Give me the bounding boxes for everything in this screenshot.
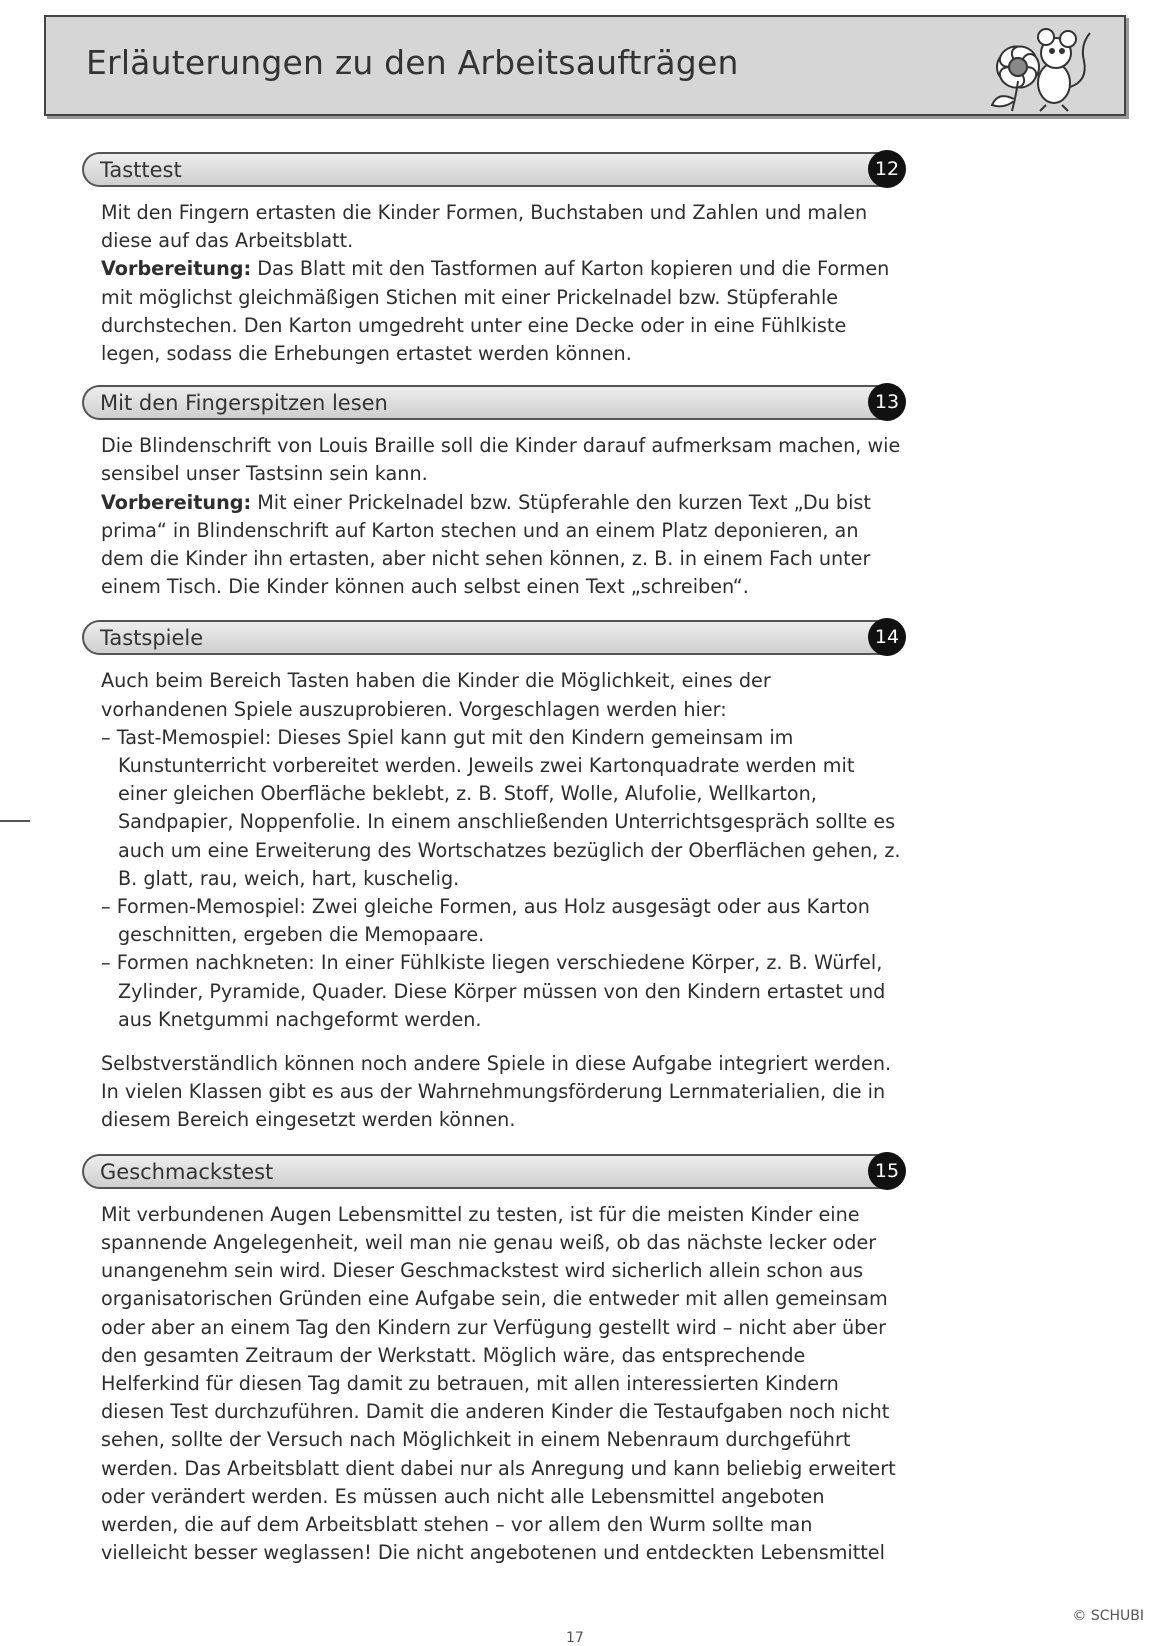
mouse-with-flower-icon bbox=[976, 21, 1096, 113]
preparation-label: Vorbereitung: bbox=[101, 490, 252, 514]
section-number-badge: 15 bbox=[868, 1152, 906, 1190]
list-item: – Formen-Memospiel: Zwei gleiche Formen, aus Holz ausgesägt oder aus Karton geschnitten, ergeben die Memopaare. bbox=[101, 895, 870, 947]
section-number-badge: 12 bbox=[868, 150, 906, 188]
content-area bbox=[82, 152, 902, 1567]
section-body bbox=[82, 420, 902, 601]
paragraph: Mit den Fingern ertasten die Kinder Formen, Buchstaben und Zahlen und malen diese auf das Arbeitsblatt. bbox=[101, 201, 868, 253]
section-number-badge: 14 bbox=[868, 618, 906, 656]
game-list bbox=[101, 724, 902, 1034]
section-title: Mit den Fingerspitzen lesen bbox=[100, 391, 388, 416]
section-number-badge: 13 bbox=[868, 383, 906, 421]
section-geschmackstest bbox=[82, 1154, 902, 1568]
section-header-bar bbox=[82, 1154, 900, 1189]
margin-mark bbox=[0, 820, 30, 822]
list-item: – Tast-Memospiel: Dieses Spiel kann gut mit den Kindern gemeinsam im Kunstunterricht vorbereitet werden. Jeweils zwei Kartonquadrate werden mit einer gleichen Oberfläche beklebt, z. B. Stoff, Wolle, Alufolie, Wellkarton, Sandpapier, Noppenfolie. In einem anschließenden Unterrichtsgespräch sollte es auch um eine Erweiterung des Wortschatzes bezüglich der Oberflächen gehen, z. B. glatt, rau, weich, hart, kuschelig. bbox=[101, 725, 901, 890]
page-header bbox=[44, 15, 1126, 116]
section-header-bar bbox=[82, 620, 900, 655]
section-body bbox=[82, 1189, 902, 1568]
page-number: 17 bbox=[566, 1630, 584, 1646]
preparation-text: Mit einer Prickelnadel bzw. Stüpferahle den kurzen Text „Du bist prima“ in Blindenschrift auf Karton stechen und an einem Platz deponieren, an dem die Kinder ihn ertasten, aber nicht sehen können, z. B. in einem Fach unter einem Tisch. Die Kinder können auch selbst einen Text „schreiben“. bbox=[101, 490, 871, 599]
section-title: Geschmackstest bbox=[100, 1159, 274, 1184]
paragraph: Selbstverständlich können noch andere Spiele in diese Aufgabe integriert werden. In vielen Klassen gibt es aus der Wahrnehmungsförderung Lernmaterialien, die in diesem Bereich eingesetzt werden können. bbox=[101, 1052, 892, 1132]
copyright-notice: © SCHUBI bbox=[1072, 1608, 1144, 1624]
section-tasttest bbox=[82, 152, 902, 368]
paragraph: Die Blindenschrift von Louis Braille soll die Kinder darauf aufmerksam machen, wie sensibel unser Tastsinn sein kann. bbox=[101, 434, 901, 486]
section-title: Tastspiele bbox=[100, 626, 204, 651]
preparation-paragraph bbox=[101, 255, 902, 368]
preparation-paragraph bbox=[101, 489, 902, 602]
section-header-bar bbox=[82, 152, 900, 187]
section-tastspiele bbox=[82, 620, 902, 1134]
section-fingerspitzen bbox=[82, 385, 902, 601]
section-title: Tasttest bbox=[100, 158, 182, 182]
list-item: – Formen nachkneten: In einer Fühlkiste liegen verschiedene Körper, z. B. Würfel, Zylinder, Pyramide, Quader. Diese Körper müssen von den Kindern ertastet und aus Knetgummi nachgeformt werden. bbox=[101, 951, 886, 1031]
section-body bbox=[82, 187, 902, 368]
section-header-bar bbox=[82, 385, 900, 420]
page-title: Erläuterungen zu den Arbeitsaufträgen bbox=[86, 43, 739, 82]
preparation-label: Vorbereitung: bbox=[101, 257, 252, 281]
section-body bbox=[82, 655, 902, 1134]
preparation-text: Das Blatt mit den Tastformen auf Karton kopieren und die Formen mit möglichst gleichmäßigen Stichen mit einer Prickelnadel bzw. Stüpferahle durchstechen. Den Karton umgedreht unter eine Decke oder in eine Fühlkiste legen, sodass die Erhebungen ertastet werden können. bbox=[101, 257, 890, 366]
paragraph: Mit verbundenen Augen Lebensmittel zu testen, ist für die meisten Kinder eine spannende Angelegenheit, weil man nie genau weiß, ob das nächste lecker oder unangenehm sein wird. Dieser Geschmackstest wird sicherlich allein schon aus organisatorischen Gründen eine Aufgabe sein, die entweder mit allen gemeinsam oder aber an einem Tag den Kindern zur Verfügung gestellt wird – nicht aber über den gesamten Zeitraum der Werkstatt. Möglich wäre, das entsprechende Helferkind für diesen Tag damit zu betrauen, mit allen interessierten Kindern diesen Test durchzuführen. Damit die anderen Kinder die Testaufgaben noch nicht sehen, sollte der Versuch nach Möglichkeit in einem Nebenraum durchgeführt werden. Das Arbeitsblatt dient dabei nur als Anregung und kann beliebig erweitert oder verändert werden. Es müssen auch nicht alle Lebensmittel angeboten werden, die auf dem Arbeitsblatt stehen – vor allem den Wurm sollte man vielleicht besser weglassen! Die nicht angebotenen und entdeckten Lebensmittel bbox=[101, 1202, 896, 1565]
paragraph: Auch beim Bereich Tasten haben die Kinder die Möglichkeit, eines der vorhandenen Spiele auszuprobieren. Vorgeschlagen werden hier: bbox=[101, 669, 771, 721]
